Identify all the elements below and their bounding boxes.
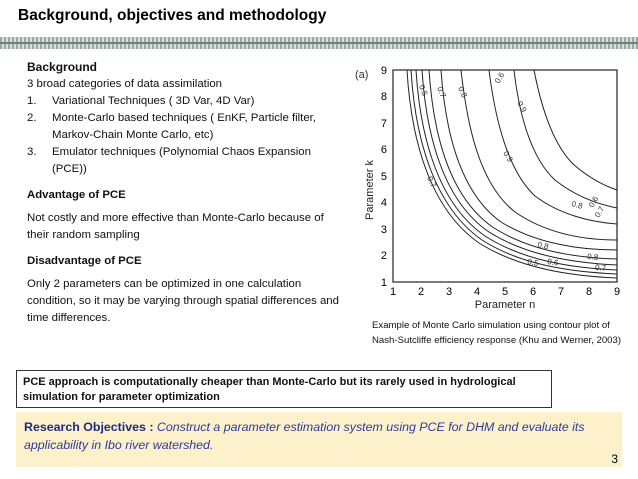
contour-label: 0.6 [586, 194, 601, 209]
y-tick-label: 2 [380, 250, 387, 262]
list-item-number: 3. [27, 146, 37, 158]
list-item-number: 1. [27, 95, 37, 107]
x-tick-label: 4 [473, 286, 481, 298]
y-tick-label: 3 [380, 224, 387, 236]
research-objectives [16, 412, 622, 467]
contour-label: 0.6 [546, 257, 559, 268]
contour-label: 0.5 [526, 257, 540, 268]
x-tick-label: 5 [501, 286, 509, 298]
pce-note-box: PCE approach is computationally cheaper than Monte-Carlo but its rarely used in hydrological simulation for parameter optimization [16, 370, 552, 408]
contour-line [534, 70, 617, 190]
contour-line [514, 70, 617, 208]
contour-lines [407, 70, 617, 278]
contour-label: 0.9 [501, 149, 515, 164]
list-item-number: 2. [27, 112, 37, 124]
x-axis-label: Parameter n [474, 299, 536, 311]
contour-label: 0.8 [570, 199, 584, 211]
list-item [27, 110, 347, 144]
contour-label: 0.6 [492, 70, 507, 85]
contour-label: 0.8 [536, 240, 550, 252]
x-tick-label: 7 [557, 286, 565, 298]
list-item-text: Monte-Carlo based techniques ( EnKF, Particle filter, Markov-Chain Monte Carlo, etc) [52, 112, 317, 141]
contour-label: 0.9 [515, 99, 529, 114]
y-axis-label: Parameter k [364, 160, 376, 220]
list-item-text: Emulator techniques (Polynomial Chaos Expansion (PCE)) [52, 146, 311, 175]
slide-title: Background, objectives and methodology [18, 7, 327, 24]
y-tick-label: 8 [380, 91, 387, 103]
plot-frame [393, 70, 617, 282]
y-tick-label: 6 [380, 144, 387, 156]
contour-line [411, 70, 617, 274]
disadvantage-heading: Disadvantage of PCE [27, 255, 142, 267]
list-item-text: Variational Techniques ( 3D Var, 4D Var) [52, 95, 255, 107]
objectives-label: Research Objectives : [24, 420, 157, 434]
contour-plot [349, 58, 629, 318]
page-number: 3 [611, 452, 618, 466]
contour-label: 0.7 [594, 263, 607, 273]
y-tick-labels [381, 65, 387, 289]
y-tick-label: 7 [380, 118, 387, 130]
disadvantage-text: Only 2 parameters can be optimized in one calculation condition, so it may be varying through spatial differences and time differences. [27, 278, 339, 324]
list-item [27, 144, 347, 178]
background-section [27, 59, 347, 327]
contour-label: 0.5 [417, 83, 430, 98]
contour-label: 0.7 [435, 85, 448, 100]
contour-label: 0.7 [592, 204, 607, 219]
x-tick-label: 3 [445, 286, 453, 298]
x-tick-label: 9 [613, 286, 621, 298]
y-tick-label: 9 [380, 65, 387, 77]
technique-list [27, 93, 347, 178]
contour-value-labels [417, 70, 607, 272]
contour-line [441, 70, 617, 250]
objectives-text: Construct a parameter estimation system using PCE for DHM and evaluate its applicability in Ibo river watershed. [24, 420, 585, 452]
background-heading: Background [27, 60, 98, 74]
background-intro: 3 broad categories of data assimilation [27, 78, 223, 90]
x-tick-labels [390, 286, 620, 298]
contour-figure [349, 58, 629, 318]
advantage-text: Not costly and more effective than Monte-Carlo because of their random sampling [27, 212, 324, 241]
contour-line [429, 70, 617, 259]
y-tick-label: 1 [380, 277, 387, 289]
y-tick-label: 4 [380, 197, 387, 209]
figure-caption: Example of Monte Carlo simulation using contour plot of Nash-Sutcliffe efficiency response (Khu and Werner, 2003) [372, 320, 622, 346]
x-tick-label: 2 [417, 286, 425, 298]
contour-label: 0.8 [456, 85, 469, 99]
title-divider [0, 37, 638, 49]
advantage-heading: Advantage of PCE [27, 189, 126, 201]
x-tick-label: 1 [389, 286, 397, 298]
y-tick-label: 5 [380, 171, 387, 183]
panel-label: (a) [355, 69, 369, 81]
x-tick-label: 6 [529, 286, 537, 298]
contour-label: 0.8 [586, 252, 599, 262]
list-item [27, 93, 347, 110]
x-tick-label: 8 [585, 286, 593, 298]
contour-line [422, 70, 617, 265]
contour-label: 0.7 [425, 174, 439, 189]
